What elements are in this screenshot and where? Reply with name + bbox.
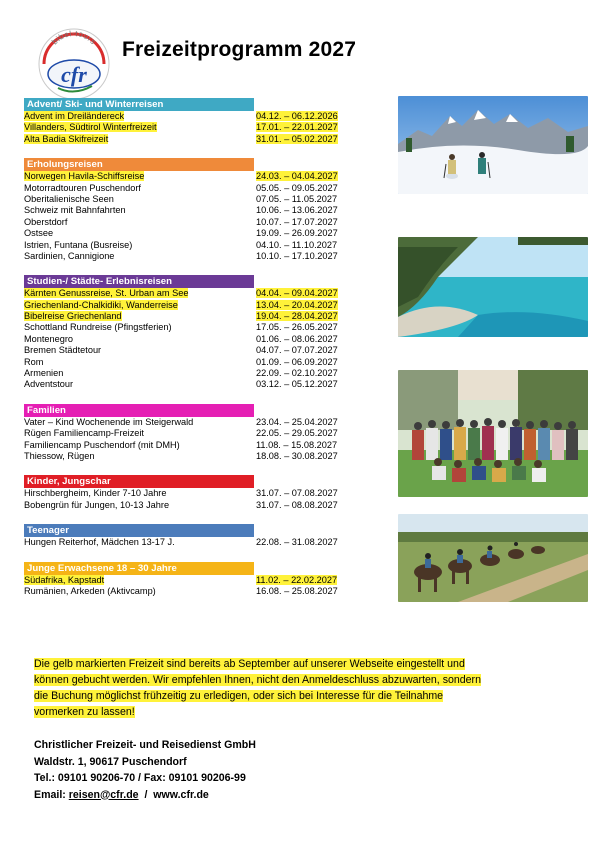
trip-date-text: 23.04. – 25.04.2027	[256, 416, 338, 427]
trip-name	[24, 228, 256, 239]
note-line: vormerken zu lassen!	[34, 706, 135, 718]
trip-date	[256, 368, 386, 379]
email-label: Email:	[34, 788, 69, 801]
trip-name-text: Istrien, Funtana (Busreise)	[24, 239, 133, 250]
program-section	[24, 98, 386, 145]
trip-name-text: Norwegen Havila-Schiffsreise	[24, 171, 145, 182]
trip-date	[256, 586, 386, 597]
trip-name-text: Alta Badia Skifreizeit	[24, 133, 109, 144]
logo-arc-text: bibel-tours	[50, 28, 98, 47]
trip-date	[256, 311, 386, 322]
trip-name	[24, 300, 256, 311]
trip-name	[24, 194, 256, 205]
trip-name-text: Oberitalienische Seen	[24, 193, 114, 204]
trip-name	[24, 379, 256, 390]
trip-name	[24, 240, 256, 251]
trip-name-text: Thiessow, Rügen	[24, 450, 95, 461]
trip-date-text: 01.09. – 06.09.2027	[256, 356, 338, 367]
program-row	[24, 228, 386, 239]
trip-date-text: 22.09. – 02.10.2027	[256, 368, 338, 379]
program-row	[24, 428, 386, 439]
trip-date	[256, 488, 386, 499]
trip-name	[24, 134, 256, 145]
trip-date-text: 18.08. – 30.08.2027	[256, 450, 338, 461]
trip-name	[24, 345, 256, 356]
winter-mountain-hikers-photo	[398, 96, 588, 194]
program-row	[24, 488, 386, 499]
trip-name-text: Sardinien, Cannigione	[24, 250, 115, 261]
trip-date-text: 19.04. – 28.04.2027	[256, 311, 338, 322]
phone-fax: Tel.: 09101 90206-70 / Fax: 09101 90206-99	[34, 772, 246, 784]
trip-name-text: Motorradtouren Puschendorf	[24, 182, 141, 193]
program-row	[24, 134, 386, 145]
section-heading: Erholungsreisen	[24, 158, 254, 171]
program-row	[24, 300, 386, 311]
trip-date-text: 31.01. – 05.02.2027	[256, 133, 338, 144]
trip-name-text: Schweiz mit Bahnfahrten	[24, 205, 126, 216]
trip-date-text: 04.04. – 09.04.2027	[256, 288, 338, 299]
program-row	[24, 345, 386, 356]
program-row	[24, 537, 386, 548]
trip-date-text: 10.06. – 13.06.2027	[256, 205, 338, 216]
program-row	[24, 334, 386, 345]
trip-date-text: 11.08. – 15.08.2027	[256, 439, 338, 450]
trip-name-text: Südafrika, Kapstadt	[24, 574, 105, 585]
program-row	[24, 440, 386, 451]
contact-block	[34, 737, 256, 803]
trip-name	[24, 428, 256, 439]
group-photo	[398, 370, 588, 497]
trip-name	[24, 171, 256, 182]
trip-name-text: Hungen Reiterhof, Mädchen 13-17 J.	[24, 537, 175, 548]
program-row	[24, 451, 386, 462]
trip-name-text: Oberstdorf	[24, 216, 68, 227]
trip-date-text: 11.02. – 22.02.2027	[256, 574, 338, 585]
trip-date	[256, 451, 386, 462]
trip-name	[24, 205, 256, 216]
program-row	[24, 217, 386, 228]
section-heading: Junge Erwachsene 18 – 30 Jahre	[24, 562, 254, 575]
trip-date	[256, 417, 386, 428]
trip-name	[24, 357, 256, 368]
program-row	[24, 111, 386, 122]
trip-name-text: Schottland Rundreise (Pfingstferien)	[24, 322, 172, 333]
trip-date	[256, 288, 386, 299]
trip-date-text: 01.06. – 08.06.2027	[256, 333, 338, 344]
program-row	[24, 575, 386, 586]
trip-date	[256, 379, 386, 390]
page-title: Freizeitprogramm 2027	[122, 38, 357, 61]
trip-date	[256, 440, 386, 451]
trip-date-text: 22.08. – 31.08.2027	[256, 537, 338, 548]
trip-date	[256, 322, 386, 333]
program-row	[24, 251, 386, 262]
program-list	[24, 98, 386, 610]
trip-date	[256, 334, 386, 345]
trip-date	[256, 500, 386, 511]
program-row	[24, 205, 386, 216]
trip-name	[24, 217, 256, 228]
trip-date	[256, 194, 386, 205]
trip-date-text: 17.01. – 22.01.2027	[256, 122, 338, 133]
trip-date-text: 24.03. – 04.04.2027	[256, 171, 338, 182]
program-row	[24, 586, 386, 597]
trip-name-text: Bobengrün für Jungen, 10-13 Jahre	[24, 499, 170, 510]
trip-date	[256, 575, 386, 586]
trip-date-text: 19.09. – 26.09.2027	[256, 228, 338, 239]
trip-name-text: Rumänien, Arkeden (Aktivcamp)	[24, 585, 156, 596]
email-link[interactable]: reisen@cfr.de	[68, 788, 139, 801]
trip-date	[256, 134, 386, 145]
trip-date-text: 13.04. – 20.04.2027	[256, 299, 338, 310]
section-heading: Familien	[24, 404, 254, 417]
trip-name-text: Rom	[24, 356, 44, 367]
trip-date-text: 05.05. – 09.05.2027	[256, 182, 338, 193]
trip-name-text: Montenegro	[24, 333, 74, 344]
trip-date-text: 31.07. – 07.08.2027	[256, 488, 338, 499]
trip-date-text: 31.07. – 08.08.2027	[256, 499, 338, 510]
trip-name	[24, 122, 256, 133]
coastal-bay-photo	[398, 237, 588, 337]
website-link[interactable]: www.cfr.de	[153, 788, 209, 801]
trip-date-text: 16.08. – 25.08.2027	[256, 585, 338, 596]
trip-name	[24, 537, 256, 548]
note-line: Die gelb markierten Freizeit sind bereits ab September auf unserer Webseite eingestellt und	[34, 658, 465, 670]
email-web-line	[34, 787, 256, 804]
program-row	[24, 288, 386, 299]
trip-date	[256, 217, 386, 228]
program-section	[24, 275, 386, 391]
trip-name	[24, 311, 256, 322]
trip-date	[256, 183, 386, 194]
trip-date	[256, 428, 386, 439]
program-row	[24, 379, 386, 390]
program-section	[24, 404, 386, 463]
trip-date	[256, 537, 386, 548]
trip-name	[24, 183, 256, 194]
trip-name-text: Adventstour	[24, 379, 74, 390]
program-row	[24, 368, 386, 379]
trip-date	[256, 228, 386, 239]
trip-date	[256, 205, 386, 216]
trip-name	[24, 586, 256, 597]
program-section	[24, 158, 386, 262]
trip-name	[24, 417, 256, 428]
program-row	[24, 122, 386, 133]
separator: /	[138, 788, 154, 801]
program-row	[24, 183, 386, 194]
trip-name-text: Villanders, Südtirol Winterfreizeit	[24, 122, 157, 133]
trip-date	[256, 300, 386, 311]
program-row	[24, 417, 386, 428]
cfr-logo	[36, 26, 112, 102]
trip-date-text: 04.12. – 06.12.2026	[256, 111, 338, 121]
trip-name	[24, 251, 256, 262]
address: Waldstr. 1, 90617 Puschendorf	[34, 755, 187, 768]
trip-date	[256, 111, 386, 122]
program-section	[24, 524, 386, 548]
section-heading: Kinder, Jungschar	[24, 475, 254, 488]
program-section	[24, 562, 386, 598]
trip-name-text: Bremen Städtetour	[24, 345, 102, 356]
trip-date-text: 03.12. – 05.12.2027	[256, 379, 338, 390]
trip-name	[24, 440, 256, 451]
program-row	[24, 357, 386, 368]
trip-date-text: 04.07. – 07.07.2027	[256, 345, 338, 356]
section-heading: Studien-/ Städte- Erlebnisreisen	[24, 275, 254, 288]
trip-date-text: 17.05. – 26.05.2027	[256, 322, 338, 333]
trip-date-text: 10.07. – 17.07.2027	[256, 216, 338, 227]
trip-name	[24, 111, 256, 122]
booking-note	[34, 656, 544, 720]
trip-date-text: 07.05. – 11.05.2027	[256, 193, 338, 204]
trip-date-text: 10.10. – 17.10.2027	[256, 250, 338, 261]
trip-date-text: 04.10. – 11.10.2027	[256, 239, 338, 250]
trip-name	[24, 488, 256, 499]
program-row	[24, 500, 386, 511]
section-heading: Advent/ Ski- und Winterreisen	[24, 98, 254, 111]
trip-name	[24, 368, 256, 379]
trip-date	[256, 357, 386, 368]
trip-name	[24, 575, 256, 586]
note-line: die Buchung möglichst frühzeitig zu erledigen, oder sich bei Interesse für die Teilnahme	[34, 690, 444, 702]
trip-name-text: Bibelreise Griechenland	[24, 311, 122, 322]
trip-name-text: Griechenland-Chalkidiki, Wanderreise	[24, 299, 178, 310]
trip-name-text: Familiencamp Puschendorf (mit DMH)	[24, 439, 180, 450]
company-name: Christlicher Freizeit- und Reisedienst GmbH	[34, 739, 256, 751]
program-row	[24, 194, 386, 205]
trip-name-text: Kärnten Genussreise, St. Urban am See	[24, 288, 189, 299]
trip-date	[256, 251, 386, 262]
trip-name-text: Ostsee	[24, 228, 54, 239]
note-line: können gebucht werden. Wir empfehlen Ihnen, nicht den Anmeldeschluss abzuwarten, sondern	[34, 674, 481, 686]
trip-date	[256, 345, 386, 356]
trip-name	[24, 322, 256, 333]
trip-name	[24, 288, 256, 299]
section-heading: Teenager	[24, 524, 254, 537]
trip-name	[24, 451, 256, 462]
program-section	[24, 475, 386, 511]
trip-name-text: Hirschbergheim, Kinder 7-10 Jahre	[24, 488, 167, 499]
trip-name-text: Vater – Kind Wochenende im Steigerwald	[24, 416, 194, 427]
program-row	[24, 171, 386, 182]
horse-riding-photo	[398, 514, 588, 602]
logo-mark: cfr	[61, 62, 87, 87]
trip-date-text: 22.05. – 29.05.2027	[256, 428, 338, 439]
trip-date	[256, 240, 386, 251]
trip-date	[256, 171, 386, 182]
trip-name-text: Advent im Dreiländereck	[24, 111, 125, 121]
trip-name	[24, 500, 256, 511]
trip-name-text: Rügen Familiencamp-Freizeit	[24, 428, 144, 439]
trip-date	[256, 122, 386, 133]
program-row	[24, 311, 386, 322]
program-row	[24, 322, 386, 333]
program-row	[24, 240, 386, 251]
trip-name-text: Armenien	[24, 368, 64, 379]
trip-name	[24, 334, 256, 345]
